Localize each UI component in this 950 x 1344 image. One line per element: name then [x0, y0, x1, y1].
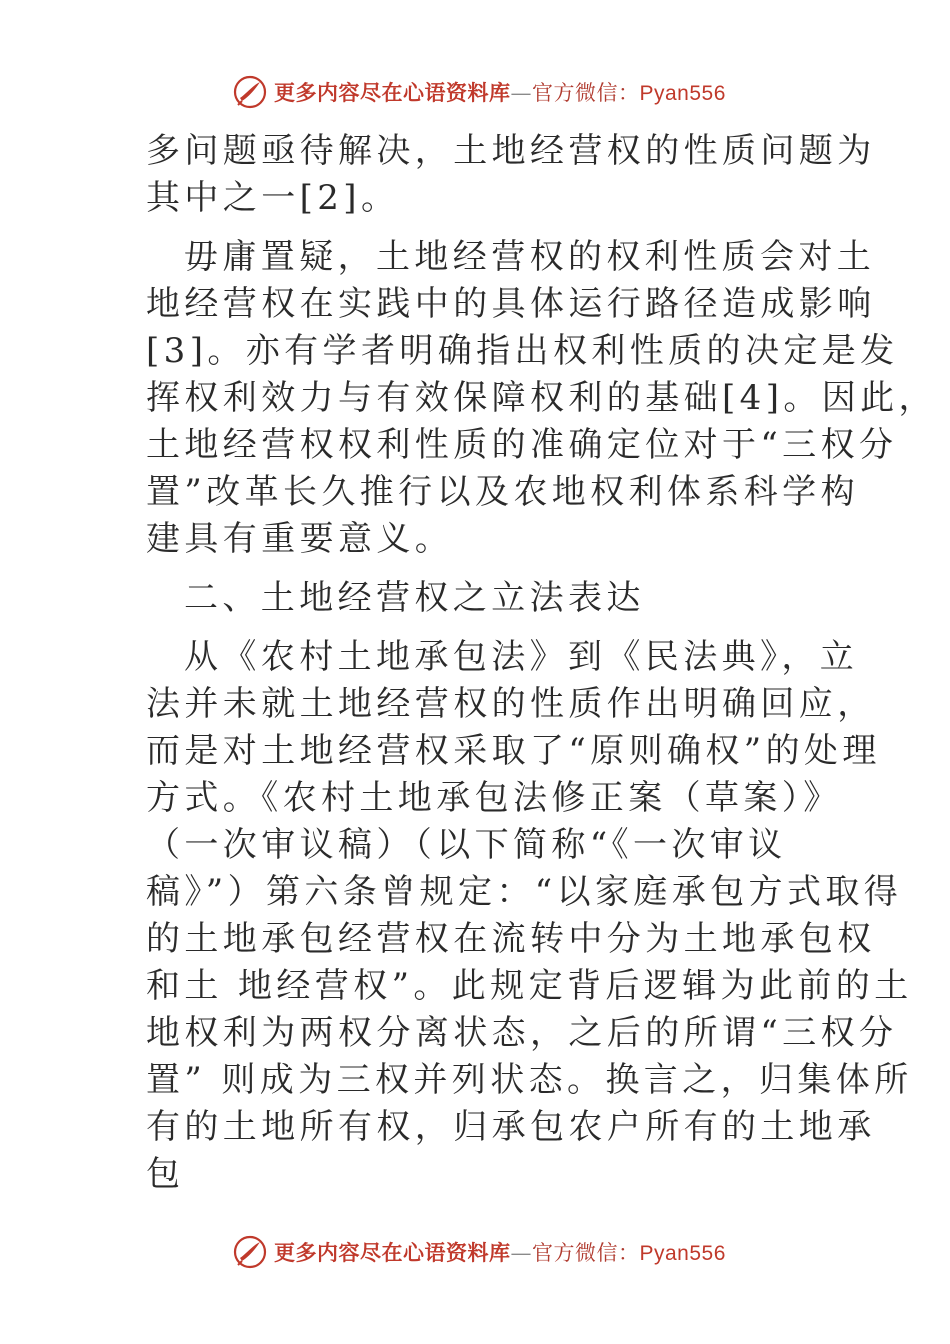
header-wechat-label: 官方微信： [532, 81, 640, 105]
footer-dash: — [510, 1241, 532, 1265]
text-line: 多问题亟待解决，土地经营权的性质问题为 [146, 131, 876, 171]
paragraph-1 [146, 128, 876, 222]
text-line: 其中之一[2]。 [146, 178, 400, 218]
header-text [274, 77, 726, 107]
text-line: 地权利为两权分离状态，之后的所谓“三权分 [146, 1013, 898, 1053]
text-line: 毋庸置疑，土地经营权的权利性质会对土 [184, 237, 876, 277]
footer-banner [232, 1232, 752, 1272]
paragraph-3 [146, 634, 913, 1198]
text-line: 土地经营权权利性质的准确定位对于“三权分 [146, 425, 898, 465]
text-line: 方式。《农村土地承包法修正案（草案）》 [146, 778, 842, 818]
text-line: 挥权利效力与有效保障权利的基础[4]。因此， [146, 378, 937, 418]
document-body [146, 128, 937, 1198]
footer-wechat-id: Pyan556 [639, 1242, 726, 1265]
section-heading: 二、土地经营权之立法表达 [184, 578, 645, 618]
text-line: 和土 地经营权”。此规定背后逻辑为此前的土 [146, 966, 913, 1006]
header-banner [232, 72, 752, 112]
header-wechat-id: Pyan556 [639, 82, 726, 105]
text-line: 从《农村土地承包法》到《民法典》，立 [184, 637, 859, 677]
text-line: 法并未就土地经营权的性质作出明确回应， [146, 684, 876, 724]
text-line: 而是对土地经营权采取了“原则确权”的处理 [146, 731, 881, 771]
text-line: 有的土地所有权，归承包农户所有的土地承 [146, 1107, 876, 1147]
brush-pen-logo-icon [232, 74, 268, 110]
footer-wechat-label: 官方微信： [532, 1241, 640, 1265]
text-line: [3]。亦有学者明确指出权利性质的决定是发 [146, 331, 899, 371]
text-line: （一次审议稿）（以下简称“《一次审议 [146, 825, 787, 865]
text-line: 置” 则成为三权并列状态。换言之，归集体所 [146, 1060, 913, 1100]
brush-pen-logo-icon [232, 1234, 268, 1270]
header-brand: 更多内容尽在心语资料库 [274, 80, 511, 105]
header-dash: — [510, 81, 532, 105]
footer-brand: 更多内容尽在心语资料库 [274, 1240, 511, 1265]
text-line: 包 [146, 1154, 185, 1194]
text-line: 的土地承包经营权在流转中分为土地承包权 [146, 919, 876, 959]
text-line: 地经营权在实践中的具体运行路径造成影响 [146, 284, 876, 324]
paragraph-2 [146, 234, 937, 563]
footer-text [274, 1237, 726, 1267]
text-line: 稿》”）第六条曾规定：“以家庭承包方式取得 [146, 872, 903, 912]
text-line: 置”改革长久推行以及农地权利体系科学构 [146, 472, 859, 512]
text-line: 建具有重要意义。 [146, 519, 454, 559]
